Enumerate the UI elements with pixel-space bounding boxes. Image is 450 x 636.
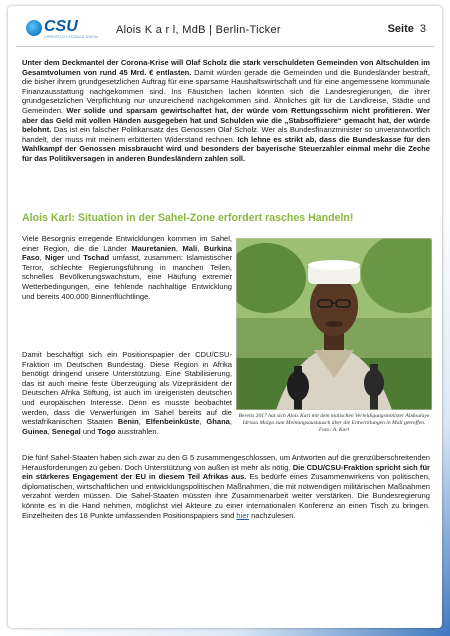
country-benin: Benin [117,417,139,427]
country-elfenbeinkueste: Elfenbeinküste [145,417,200,427]
section-heading: Alois Karl: Situation in der Sahel-Zone erfordert rasches Handeln! [22,212,354,224]
text-run: umfasst, zusammen: Islamistischer Terror, schlechte Regierungsführung in manchen Teilen, schnelles Bevölkerungswachstum, eine Häufung extremer Wetterbedingungen, eine fehlende nachhaltige Entwicklung und bereits 400.000 Binnenflüchtlinge. [22,253,232,301]
position-paper-paragraph [22,350,232,436]
text-run: und [80,426,98,436]
country-burkina-faso: Burkina Faso [22,243,232,263]
page-number: 3 [419,23,426,35]
text-run: Damit beschäftigt sich ein Positionspapier der CDU/CSU-Fraktion im Deutschen Bundestag. Diese Region in Afrika benötigt dringend unsere Unterstützung. Eine Stabilisierung, das ist auch meine feste Überzeugung als Vizepräsident der Deutschen Afrika Stiftung, ist auch im ureigensten deutschen und europäischen Interesse. Denn es musste beobachtet werden, dass die Verwerfungen im Sahel bereits auf die westafrikanischen Staaten [22,350,232,427]
closing-statement: Ich lehne es strikt ab, dass die Bundeskasse für den Wahlkampf der Genossen missbraucht wird und besonders der bayerische Steuerzahler einmal mehr die Zeche für das Politikversagen in anderen Bundesländern zahlen soll. [22,134,430,163]
text-run: , [47,426,52,436]
lead-sentence: Unter dem Deckmantel der Corona-Krise will Olaf Scholz die stark verschuldeten Gemeinden von Altschulden im Gesamtvolumen von rund 45 Mrd. € entlasten. [22,58,430,77]
page-indicator [388,23,426,35]
csu-logo [26,18,98,42]
text-run: , [175,243,183,253]
text-run: Es bedürfe eines Zusammenwirkens von politischen, diplomatischen, wirtschaftlichen und entwicklungspolitischen Maßnahmen, die mit notwendigen militärischen Maßnahmen verzahnt werden müssen. Die Sahel-Staaten müssten ihre Zusammenarbeit weiter verstärken. Die Bundesregierung könnte es in die Hand nehmen, möglichst viel Akteure zu einer internationalen Konferenz an einen Tisch zu bringen. Einzelheiten des 18 Punkte umfassenden Positionspapiers sind [22,472,430,520]
text-run: , [138,417,146,427]
country-mali: Mali [182,243,198,253]
g5-paragraph [22,453,430,520]
country-togo: Togo [97,426,116,436]
csu-logo-mark-icon [26,20,42,36]
page-header [16,14,434,47]
country-tschad: Tschad [83,253,110,263]
photo-illustration [236,238,432,410]
text-run: , [197,243,204,253]
csu-logo-subtitle: CHRISTLICH-SOZIALE UNION [44,35,98,39]
emphasis-text: Wer solide und sparsam gewirtschaftet hat, der würde vom Rettungsschirm nicht profitieren. Wer aber das Geld mit vollen Händen ausgegeben hat und Schulden wie die „Stabsoffiziere“ gemacht hat, der würde belohnt. [22,105,430,135]
article-corona-debt [22,58,430,164]
body-text-2: Das ist ein falscher Politikansatz des Genossen Olaf Scholz. Wer als Bundesfinanzminister so unverantwortlich handelt, der muss mit meinem erbitterten Widerstand rechnen. [22,125,430,144]
body-text: Damit würden gerade die Gemeinden und die Bundesländer bestraft, die bisher ihrem grundgesetzlichen Auftrag für eine sparsame Haushaltswirtschaft und für eine angemessene kommunale Finanzausstattung nachgekommen sind. Ins Fäustchen lachen könnten sich die Landesregierungen, die ihrer grundgesetzlichen Verpflichtung nur unzureichend nachgekommen sind. Ähnliches gilt für die Landkreise, Städte und Gemeinden. [22,67,431,115]
text-run: , [229,417,232,427]
text-run: , [39,253,45,263]
text-run: Viele Besorgnis erregende Entwicklungen kommen im Sahel, einer Region, die die Länder [22,234,232,253]
text-run: nachzulesen. [248,510,296,520]
emphasis-text: Die CDU/CSU-Fraktion spricht sich für ein stärkeres Engagement der EU in diesem Teil Afrikas aus. [22,462,430,482]
photo-caption: Bereits 2017 hat sich Alois Karl mit dem malischen Verteidigungsminister Abdoulaye Idrissa Maïga zum Meinungsaustausch über die Entwicklungen in Mali getroffen. Foto: A. Karl [238,413,430,433]
country-senegal: Senegal [51,426,81,436]
text-run: ausstrahlen. [115,426,159,436]
country-ghana: Ghana [206,417,230,427]
position-paper-link[interactable]: hier [236,510,249,520]
country-mauretanien: Mauretanien [131,243,176,253]
text-run: Die fünf Sahel-Staaten haben sich zwar zu den G 5 zusammengeschlossen, um Antworten auf die grenzüberschreitenden Herausforderungen zu geben. Doch Unterstützung von außen ist mehr als nötig. [22,453,430,472]
csu-logo-text: CSU [44,18,78,35]
meeting-photo [236,238,432,410]
text-run: , [199,417,207,427]
text-run: und [64,253,84,263]
newsletter-page [8,6,442,628]
header-title: Alois K a r l, MdB | Berlin-Ticker [116,24,281,36]
country-niger: Niger [44,253,65,263]
page-label: Seite [387,23,414,35]
country-guinea: Guinea [22,426,48,436]
sahel-intro-paragraph [22,234,232,301]
